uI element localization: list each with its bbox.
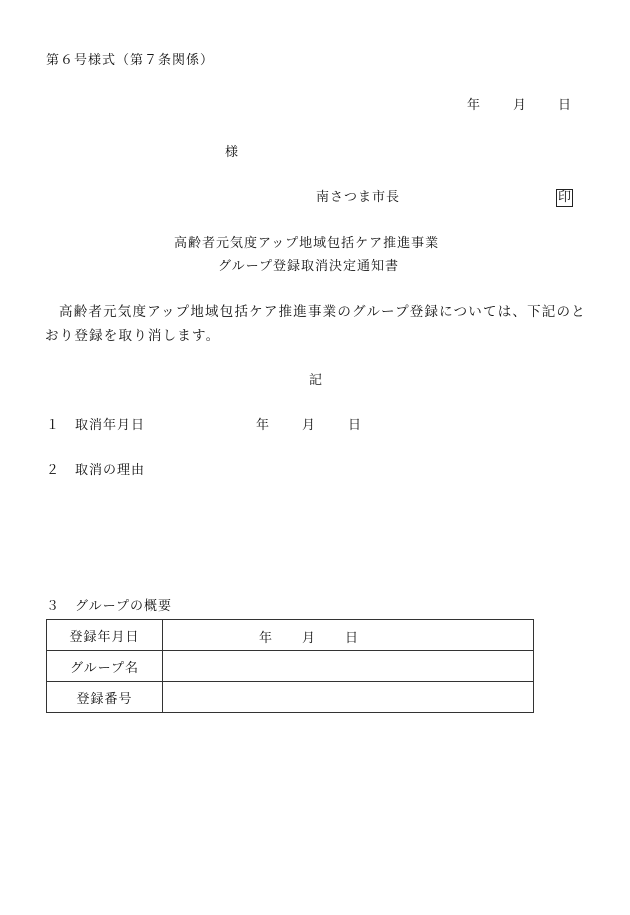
registration-day-label: 日 [345,631,359,646]
item-1-day: 日 [348,418,363,433]
date-day-label: 日 [558,98,573,113]
registration-number-value[interactable] [163,682,534,713]
group-name-value[interactable] [163,651,534,682]
item-3-number: ３ [46,599,61,614]
registration-date-label: 登録年月日 [47,620,163,651]
note-heading: 記 [309,373,324,388]
item-1-number: １ [46,418,61,433]
date-month-label: 月 [513,98,528,113]
item-1-label: 取消年月日 [75,418,146,433]
item-1-month: 月 [302,418,317,433]
registration-month-label: 月 [302,631,316,646]
item-2-label: 取消の理由 [75,463,146,478]
addressee-suffix: 様 [225,145,240,160]
item-2-number: ２ [46,463,61,478]
table-row [47,620,534,651]
group-summary-table [46,619,534,713]
registration-date-value[interactable] [163,620,534,651]
table-row [47,682,534,713]
registration-number-label: 登録番号 [47,682,163,713]
seal-mark: 印 [558,190,572,205]
form-number: 第６号様式（第７条関係） [46,53,215,68]
item-3-label: グループの概要 [75,599,172,614]
document-title-line2: グループ登録取消決定通知書 [218,259,399,274]
table-row [47,651,534,682]
body-paragraph: 高齢者元気度アップ地域包括ケア推進事業のグループ登録については、下記のとおり登録を取り消します。 [45,304,586,344]
item-1-year: 年 [256,418,271,433]
registration-year-label: 年 [259,631,273,646]
group-name-label: グループ名 [47,651,163,682]
sender-name: 南さつま市長 [316,190,401,205]
date-year-label: 年 [467,98,482,113]
document-title-line1: 高齢者元気度アップ地域包括ケア推進事業 [174,236,440,251]
